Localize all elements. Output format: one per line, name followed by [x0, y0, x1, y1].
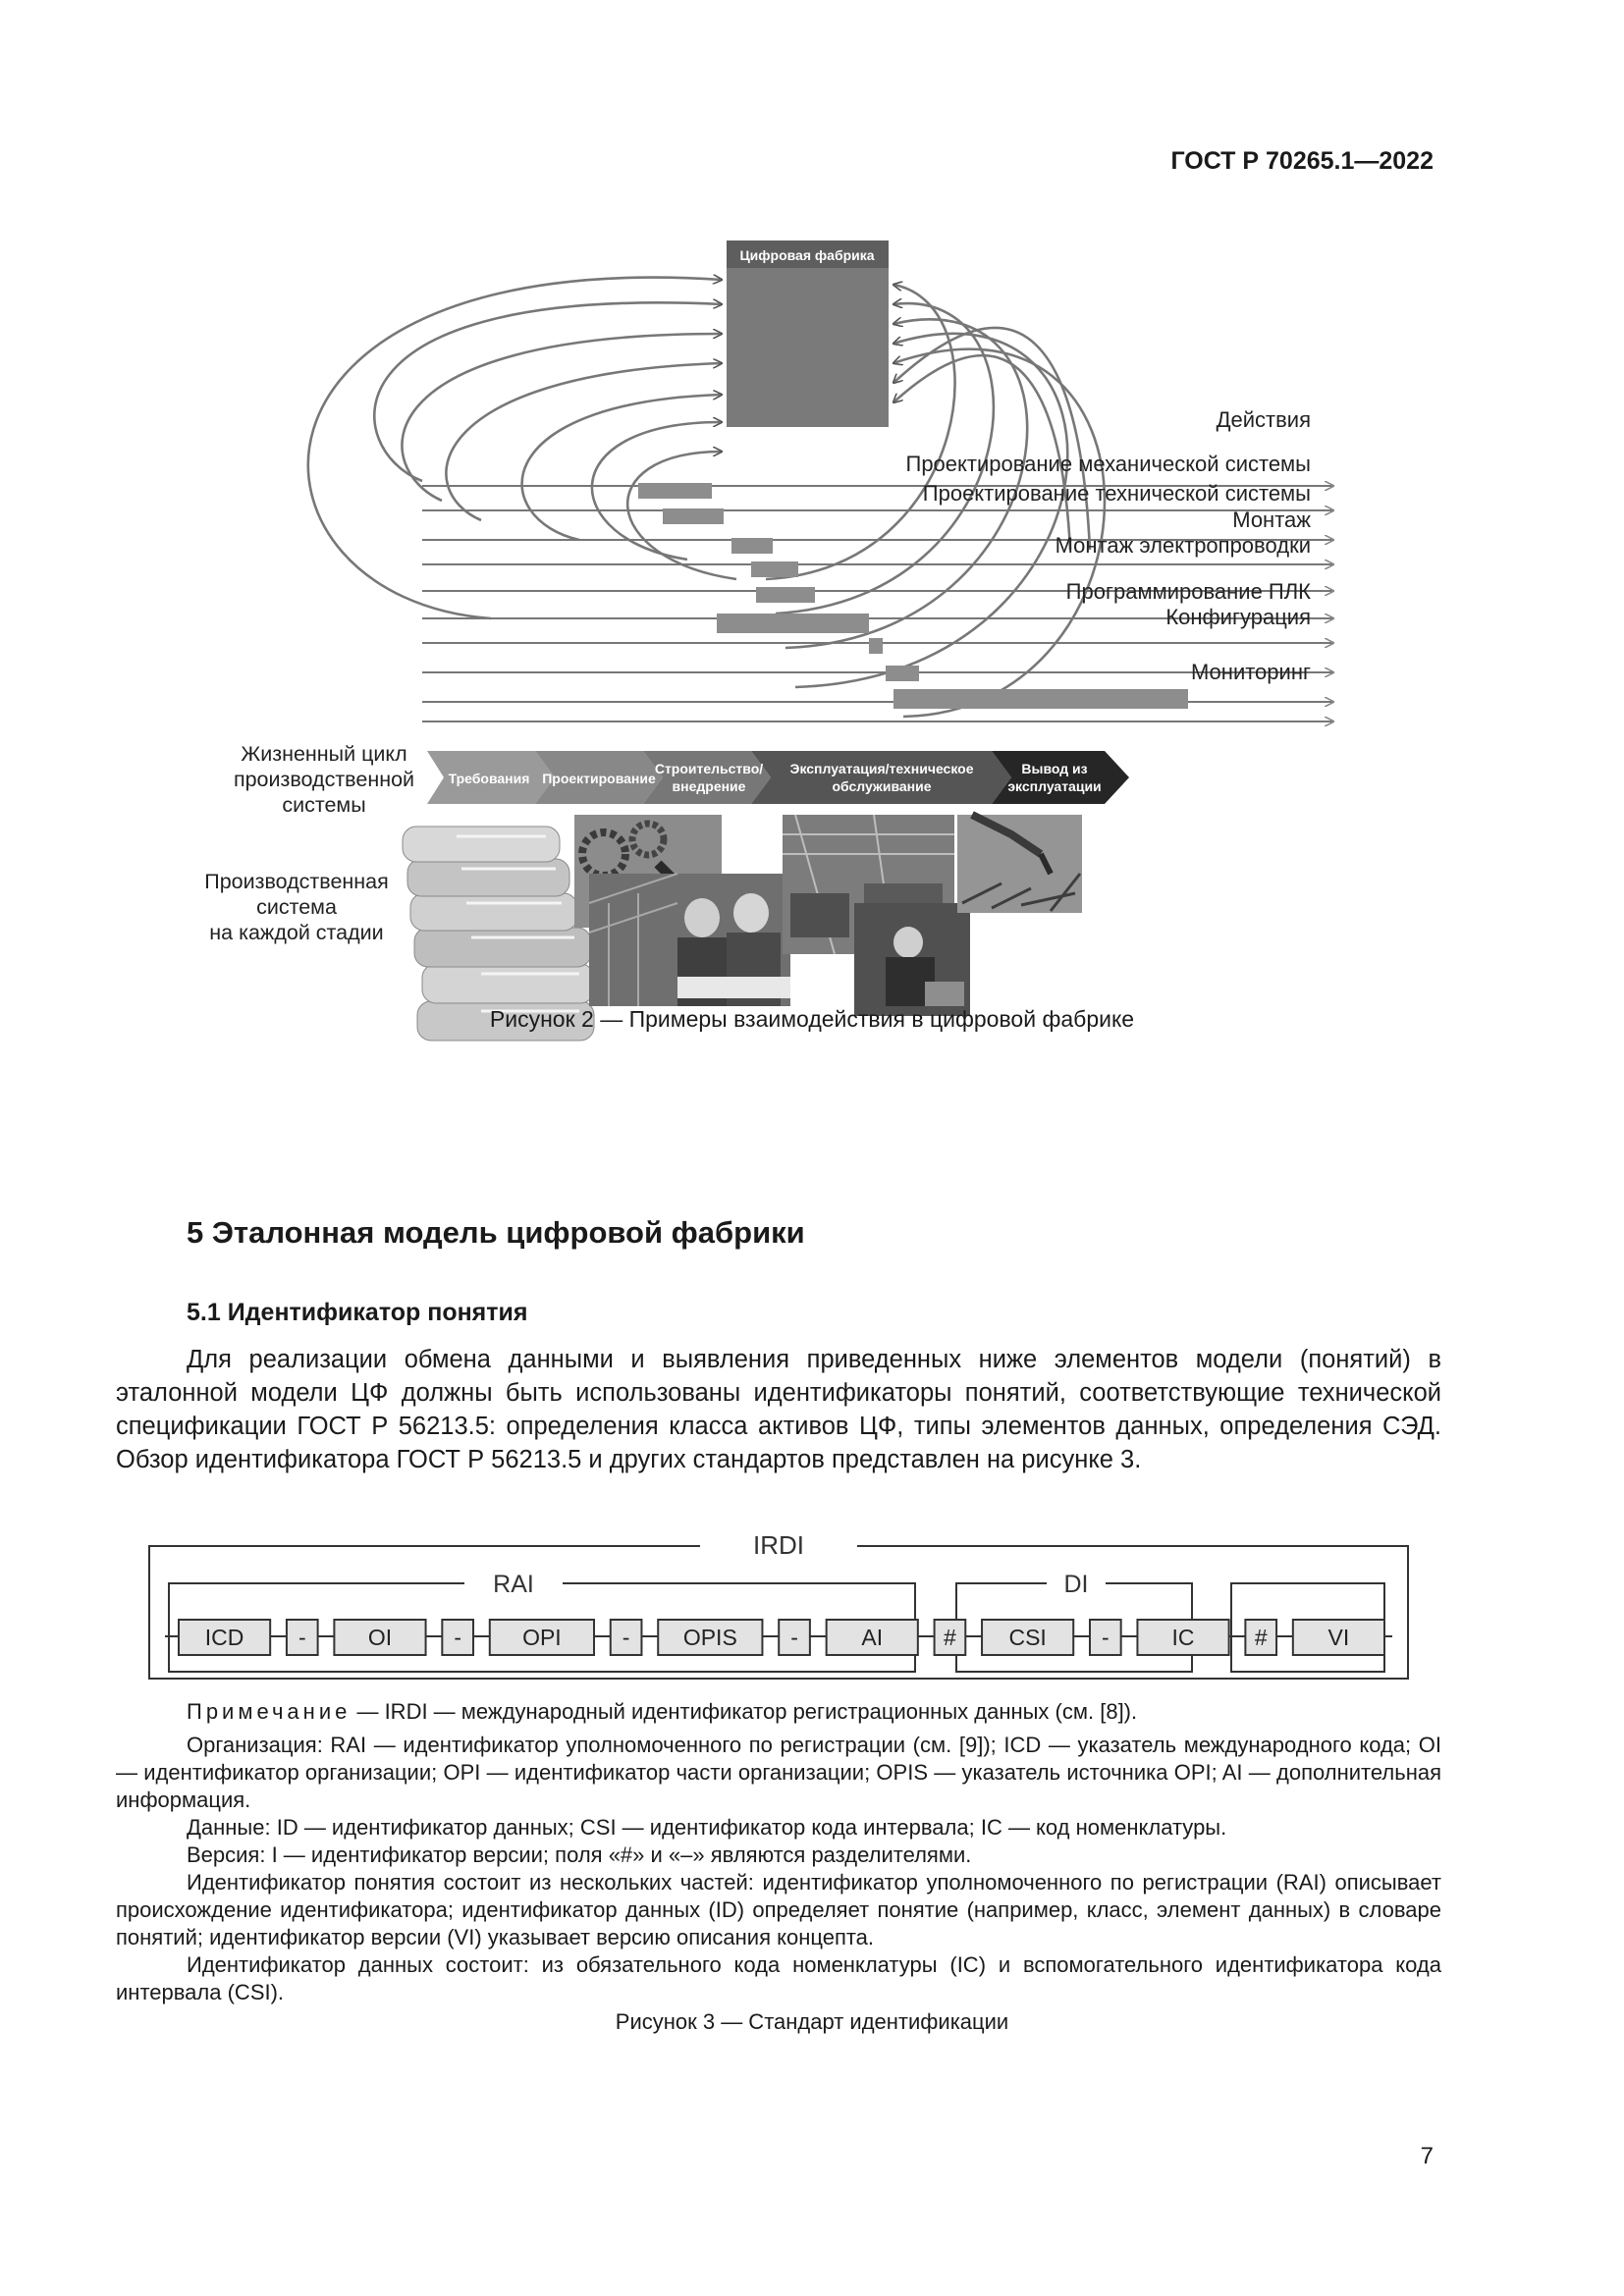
irdi-box-label: -	[790, 1625, 798, 1650]
note-text: — IRDI — международный идентификатор регистрационных данных (см. [8]).	[351, 1699, 1138, 1724]
irdi-box-label: AI	[861, 1625, 884, 1650]
irdi-box-label: IC	[1171, 1625, 1195, 1650]
digital-factory-label: Цифровая фабрика	[739, 247, 875, 263]
activity-bar	[886, 666, 919, 681]
actions-title: Действия	[1216, 407, 1311, 432]
figure-3-irdi-diagram	[145, 1517, 1422, 1683]
photo-construction-workers	[589, 874, 790, 1006]
action-timelines	[422, 486, 1333, 721]
irdi-box-label: CSI	[1008, 1625, 1047, 1650]
irdi-box-label: OPI	[522, 1625, 562, 1650]
action-labels	[906, 452, 1312, 684]
photo-demolition	[957, 815, 1082, 913]
activity-bar	[869, 638, 883, 654]
action-label: Конфигурация	[1165, 605, 1311, 629]
digital-factory-box	[727, 240, 889, 427]
note-data: Данные: ID — идентификатор данных; CSI — идентификатор кода интервала; IC — код номенклатуры.	[187, 1815, 1227, 1840]
irdi-box-label: -	[454, 1625, 462, 1650]
irdi-box-label: ICD	[204, 1625, 244, 1650]
irdi-box-label: -	[1101, 1625, 1110, 1650]
activity-bar	[663, 508, 724, 524]
stage-design-label: Проектирование	[542, 771, 656, 786]
figure-3-caption: Рисунок 3 — Стандарт идентификации	[615, 2009, 1009, 2034]
action-label: Мониторинг	[1190, 660, 1311, 684]
production-system-label: Производственная система на каждой стадии	[204, 870, 389, 944]
lifecycle-label: Жизненный цикл производственной системы	[233, 742, 415, 817]
irdi-box-label: VI	[1327, 1625, 1350, 1650]
document-code: ГОСТ Р 70265.1—2022	[1170, 147, 1434, 175]
irdi-box-label: -	[298, 1625, 306, 1650]
note-organization: Организация: RAI — идентификатор уполномоченного по регистрации (см. [9]); ICD — указатель международного кода; OI — идентификатор организации; OPI — идентификатор части организации; OPIS — указатель источника OPI; AI — дополнительная информация.	[116, 1733, 1441, 1812]
irdi-box-label: OI	[367, 1625, 393, 1650]
figure-2-caption: Рисунок 2 — Примеры взаимодействия в цифровой фабрике	[489, 1006, 1135, 1032]
note-version: Версия: I — идентификатор версии; поля «#» и «–» являются разделителями.	[187, 1842, 972, 1867]
activity-bar	[751, 561, 798, 577]
page-number: 7	[1420, 2143, 1434, 2169]
activity-bar	[756, 587, 815, 603]
stage-operation-label: Эксплуатация/техническое обслуживание	[789, 761, 974, 794]
lifecycle-stages	[427, 751, 1129, 804]
activity-bar	[717, 614, 869, 633]
note-prefix: Примечание	[187, 1699, 352, 1724]
figure-3-notes	[116, 1698, 1441, 2006]
stage-decommission-label: Вывод из эксплуатации	[1007, 761, 1102, 794]
action-label: Программирование ПЛК	[1065, 579, 1311, 604]
di-label: DI	[1063, 1571, 1089, 1598]
stage-decommission	[992, 751, 1129, 804]
action-label: Монтаж электропроводки	[1055, 533, 1311, 558]
note-concept-identifier: Идентификатор понятия состоит из нескольких частей: идентификатор уполномоченного по регистрации (RAI) описывает происхождение идентификатора; идентификатор данных (ID) определяет понятие (например, класс, элемент данных) в словаре понятий; идентификатор версии (VI) указывает версию описания концепта.	[116, 1870, 1441, 1949]
irdi-box-label: -	[622, 1625, 630, 1650]
action-label: Проектирование технической системы	[922, 481, 1311, 506]
activity-bar	[893, 689, 1188, 709]
note-line	[116, 1698, 1441, 1726]
rai-label: RAI	[493, 1571, 534, 1598]
irdi-box-label: #	[944, 1625, 956, 1650]
action-label: Проектирование механической системы	[905, 452, 1311, 476]
stage-requirements-label: Требования	[448, 771, 530, 786]
subsection-title: 5.1 Идентификатор понятия	[187, 1299, 528, 1326]
section-title: 5 Эталонная модель цифровой фабрики	[187, 1215, 805, 1250]
action-label: Монтаж	[1232, 507, 1311, 532]
left-feedback-arrows	[308, 278, 736, 618]
stage-construction-label: Строительство/ внедрение	[654, 761, 764, 794]
irdi-label: IRDI	[753, 1530, 804, 1560]
irdi-box-label: #	[1254, 1625, 1268, 1650]
irdi-component-boxes	[179, 1620, 1384, 1655]
irdi-box-label: OPIS	[682, 1625, 737, 1650]
activity-bar	[731, 538, 773, 554]
activity-bar	[638, 483, 712, 499]
stage-operation	[751, 751, 1011, 804]
note-data-identifier: Идентификатор данных состоит: из обязательного кода номенклатуры (IC) и вспомогательного идентификатора кода интервала (CSI).	[116, 1952, 1441, 2004]
irdi-frame	[149, 1546, 1408, 1679]
body-paragraph: Для реализации обмена данными и выявления приведенных ниже элементов модели (понятий) в эталонной модели ЦФ должны быть использованы идентификаторы понятий, соответствующие технической спецификации ГОСТ Р 56213.5: определения класса активов ЦФ, типы элементов данных, определения СЭД. Обзор идентификатора ГОСТ Р 56213.5 и других стандартов представлен на рисунке 3.	[116, 1346, 1441, 1473]
photo-maintenance-worker	[854, 903, 970, 1016]
figure-2-diagram	[187, 226, 1384, 1060]
